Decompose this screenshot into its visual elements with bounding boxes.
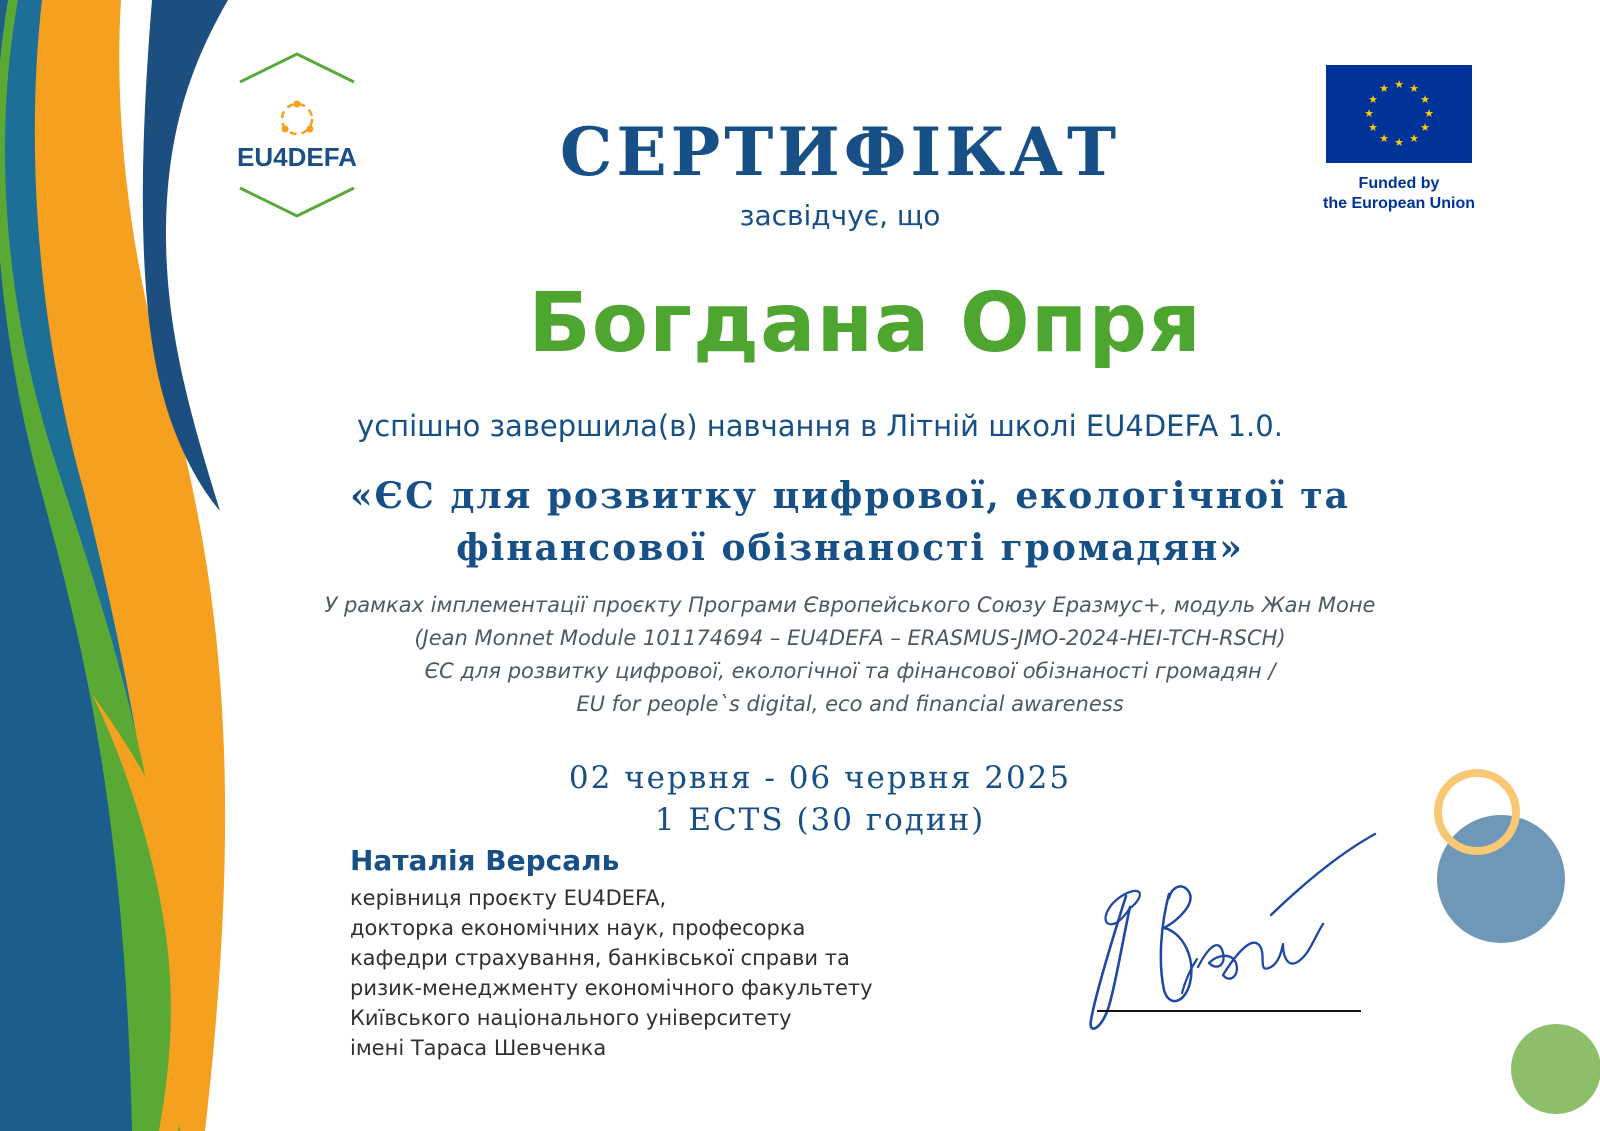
eu-funding-line-2: the European Union bbox=[1323, 195, 1475, 212]
logo-top-chevron-icon bbox=[240, 54, 354, 82]
signer-role-line-2: докторка економічних наук, професорка bbox=[350, 916, 806, 940]
project-description-line-2: (Jean Monnet Module 101174694 – EU4DEFA – ERASMUS-JMO-2024-HEI-TCH-RSCH) bbox=[414, 626, 1286, 650]
svg-text:★: ★ bbox=[1379, 132, 1389, 145]
signer-role-line-3: кафедри страхування, банківської справи та bbox=[350, 946, 850, 970]
project-description-line-1: У рамках імплементації проєкту Програми Європейського Союзу Еразмус+, модуль Жан Моне bbox=[324, 593, 1376, 617]
signature-line bbox=[1097, 1010, 1361, 1012]
svg-text:★: ★ bbox=[1409, 132, 1419, 145]
project-description-line-4: EU for people`s digital, eco and financial awareness bbox=[576, 692, 1124, 716]
certificate-subtitle: засвідчує, що bbox=[739, 199, 941, 232]
course-title-line-1: «ЄС для розвитку цифрової, екологічної та bbox=[350, 475, 1350, 517]
svg-text:★: ★ bbox=[1394, 78, 1404, 91]
signer-role-line-4: ризик-менеджменту економічного факультету bbox=[350, 976, 873, 1000]
svg-text:★: ★ bbox=[1394, 136, 1404, 149]
project-description-line-3: ЄС для розвитку цифрової, екологічної та фінансової обізнаності громадян / bbox=[424, 659, 1276, 683]
signer-name: Наталія Версаль bbox=[350, 844, 620, 877]
svg-text:★: ★ bbox=[1368, 121, 1378, 134]
recipient-name: Богдана Опря bbox=[528, 276, 1202, 371]
svg-text:★: ★ bbox=[1420, 121, 1430, 134]
signer-role-line-5: Київського національного університету bbox=[350, 1006, 792, 1030]
svg-text:★: ★ bbox=[1420, 93, 1430, 106]
decor-green-circle bbox=[1511, 1024, 1600, 1114]
completion-statement: успішно завершила(в) навчання в Літній школі EU4DEFA 1.0. bbox=[357, 409, 1283, 443]
course-dates: 02 червня - 06 червня 2025 bbox=[568, 760, 1072, 796]
decor-orange-ring bbox=[1434, 769, 1520, 855]
ects-credits: 1 ECTS (30 годин) bbox=[654, 802, 986, 838]
svg-text:★: ★ bbox=[1368, 93, 1378, 106]
signature-stroke-4 bbox=[1198, 924, 1323, 979]
course-title-line-2: фінансової обізнаності громадян» bbox=[456, 527, 1244, 569]
eu-funding-line-1: Funded by bbox=[1358, 175, 1440, 192]
svg-text:★: ★ bbox=[1409, 82, 1419, 95]
handwritten-signature bbox=[1085, 812, 1385, 1042]
certificate-title: СЕРТИФІКАТ bbox=[559, 113, 1121, 191]
eu4defa-logo-text: EU4DEFA bbox=[237, 142, 357, 172]
svg-text:★: ★ bbox=[1424, 107, 1434, 120]
signer-role-line-6: імені Тараса Шевченка bbox=[350, 1036, 607, 1060]
signer-role-line-1: керівниця проєкту EU4DEFA, bbox=[350, 886, 667, 910]
logo-dot-top-icon bbox=[294, 101, 301, 108]
signature-flourish bbox=[1271, 834, 1375, 915]
svg-text:★: ★ bbox=[1379, 82, 1389, 95]
svg-text:★: ★ bbox=[1364, 107, 1374, 120]
signature-stroke-3 bbox=[1161, 886, 1192, 1001]
